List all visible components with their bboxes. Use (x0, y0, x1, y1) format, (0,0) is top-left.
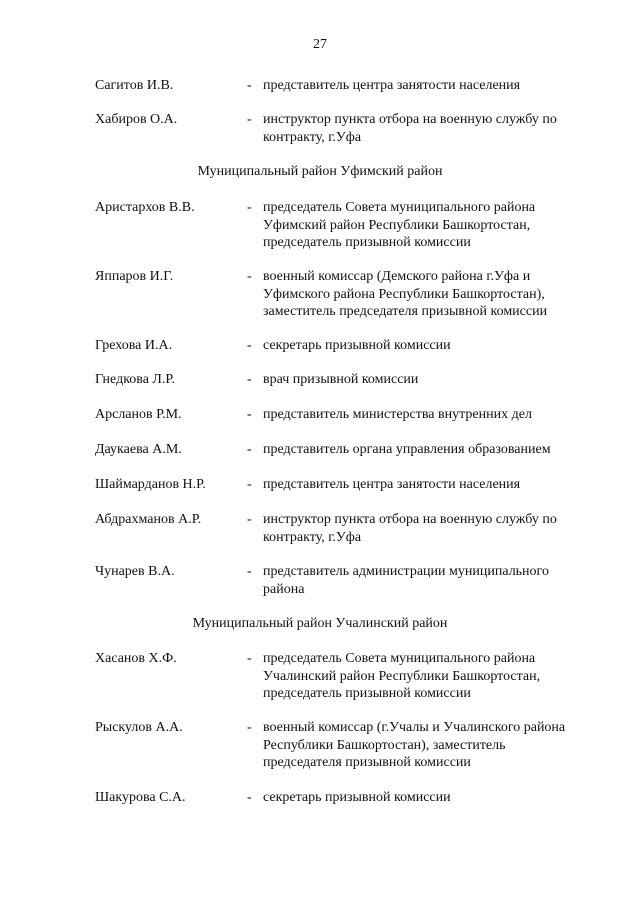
page-number: 27 (313, 37, 327, 52)
separator-dash: - (247, 78, 252, 93)
member-role: представитель администрации муниципального района (263, 564, 549, 597)
section-heading-ufa: Муниципальный район Уфимский район (197, 164, 443, 179)
member-role: секретарь призывной комиссии (263, 338, 451, 353)
section-heading-uchaly: Муниципальный район Учалинский район (192, 616, 448, 631)
separator-dash: - (247, 112, 252, 127)
separator-dash: - (247, 407, 252, 422)
member-role: председатель Совета муниципального района Учалинский район Республики Башкортостан, председатель призывной комиссии (263, 651, 541, 701)
member-role: инструктор пункта отбора на военную службу по контракту, г.Уфа (263, 512, 557, 545)
separator-dash: - (247, 720, 252, 735)
member-name: Даукаева А.М. (95, 442, 182, 457)
member-role: инструктор пункта отбора на военную службу по контракту, г.Уфа (263, 112, 557, 145)
member-role: представитель министерства внутренних дел (263, 407, 532, 422)
member-name: Гнедкова Л.Р. (95, 372, 175, 387)
member-name: Чунарев В.А. (95, 564, 175, 579)
member-name: Грехова И.А. (95, 338, 173, 353)
separator-dash: - (247, 372, 252, 387)
member-role: председатель Совета муниципального района Уфимский район Республики Башкортостан, председатель призывной комиссии (263, 200, 536, 250)
member-role: представитель органа управления образованием (263, 442, 551, 457)
separator-dash: - (247, 338, 252, 353)
separator-dash: - (247, 269, 252, 284)
member-name: Аристархов В.В. (95, 200, 195, 215)
member-name: Сагитов И.В. (95, 78, 174, 93)
separator-dash: - (247, 564, 252, 579)
member-role: представитель центра занятости населения (263, 78, 521, 93)
separator-dash: - (247, 477, 252, 492)
member-name: Рыскулов А.А. (95, 720, 183, 735)
member-name: Арсланов Р.М. (95, 407, 182, 422)
member-role: секретарь призывной комиссии (263, 790, 451, 805)
member-name: Шакурова С.А. (95, 790, 186, 805)
member-name: Хасанов Х.Ф. (95, 651, 177, 666)
member-name: Хабиров О.А. (95, 112, 178, 127)
member-name: Яппаров И.Г. (95, 269, 174, 284)
member-name: Шаймарданов Н.Р. (95, 477, 206, 492)
separator-dash: - (247, 512, 252, 527)
separator-dash: - (247, 651, 252, 666)
separator-dash: - (247, 790, 252, 805)
separator-dash: - (247, 200, 252, 215)
member-role: военный комиссар (Демского района г.Уфа и Уфимского района Республики Башкортостан), заместитель председателя призывной комиссии (263, 269, 548, 319)
member-role: представитель центра занятости населения (263, 477, 521, 492)
member-name: Абдрахманов А.Р. (95, 512, 202, 527)
separator-dash: - (247, 442, 252, 457)
member-role: врач призывной комиссии (263, 372, 419, 387)
member-role: военный комиссар (г.Учалы и Учалинского района Республики Башкортостан), заместитель председателя призывной комиссии (263, 720, 566, 770)
